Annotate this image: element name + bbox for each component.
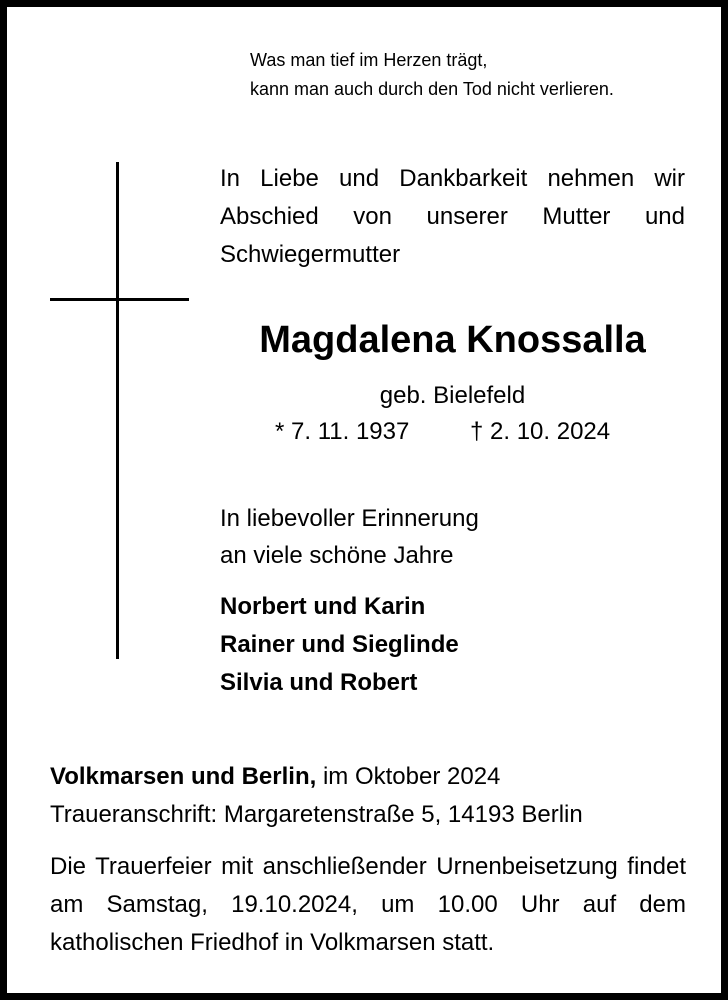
place-name: Volkmarsen und Berlin, — [50, 763, 317, 790]
motto-line-1: Was man tief im Herzen trägt, — [250, 50, 488, 70]
intro-text: In Liebe und Dankbarkeit nehmen wir Abschied von unserer Mutter und Schwiegermutter — [220, 165, 685, 268]
mourning-address: Traueranschrift: Margaretenstraße 5, 14193 Berlin — [50, 801, 583, 828]
place-date-line — [50, 758, 500, 796]
deceased-name: Magdalena Knossalla — [259, 319, 646, 361]
cross-horizontal-beam — [50, 298, 189, 301]
maiden-name: geb. Bielefeld — [379, 382, 526, 409]
motto-quote — [250, 46, 614, 104]
mourner-3: Silvia und Robert — [220, 669, 418, 696]
memory-line-2: an viele schöne Jahre — [220, 542, 454, 569]
cross-vertical-beam — [116, 162, 119, 659]
memory-line-1: In liebevoller Erinnerung — [220, 505, 479, 532]
memory-text — [220, 500, 479, 574]
mourner-1: Norbert und Karin — [220, 593, 426, 620]
mourners-list — [220, 588, 459, 702]
mourner-2: Rainer und Sieglinde — [220, 631, 459, 658]
ceremony-notice: Die Trauerfeier mit anschließender Urnenbeisetzung findet am Samstag, 19.10.2024, um 10.00 Uhr auf dem katholischen Friedhof in Volkmarsen statt. — [50, 853, 686, 956]
publication-date: im Oktober 2024 — [316, 763, 501, 790]
motto-line-2: kann man auch durch den Tod nicht verlieren. — [250, 79, 614, 99]
death-date: † 2. 10. 2024 — [470, 418, 611, 445]
birth-date: * 7. 11. 1937 — [275, 418, 410, 445]
